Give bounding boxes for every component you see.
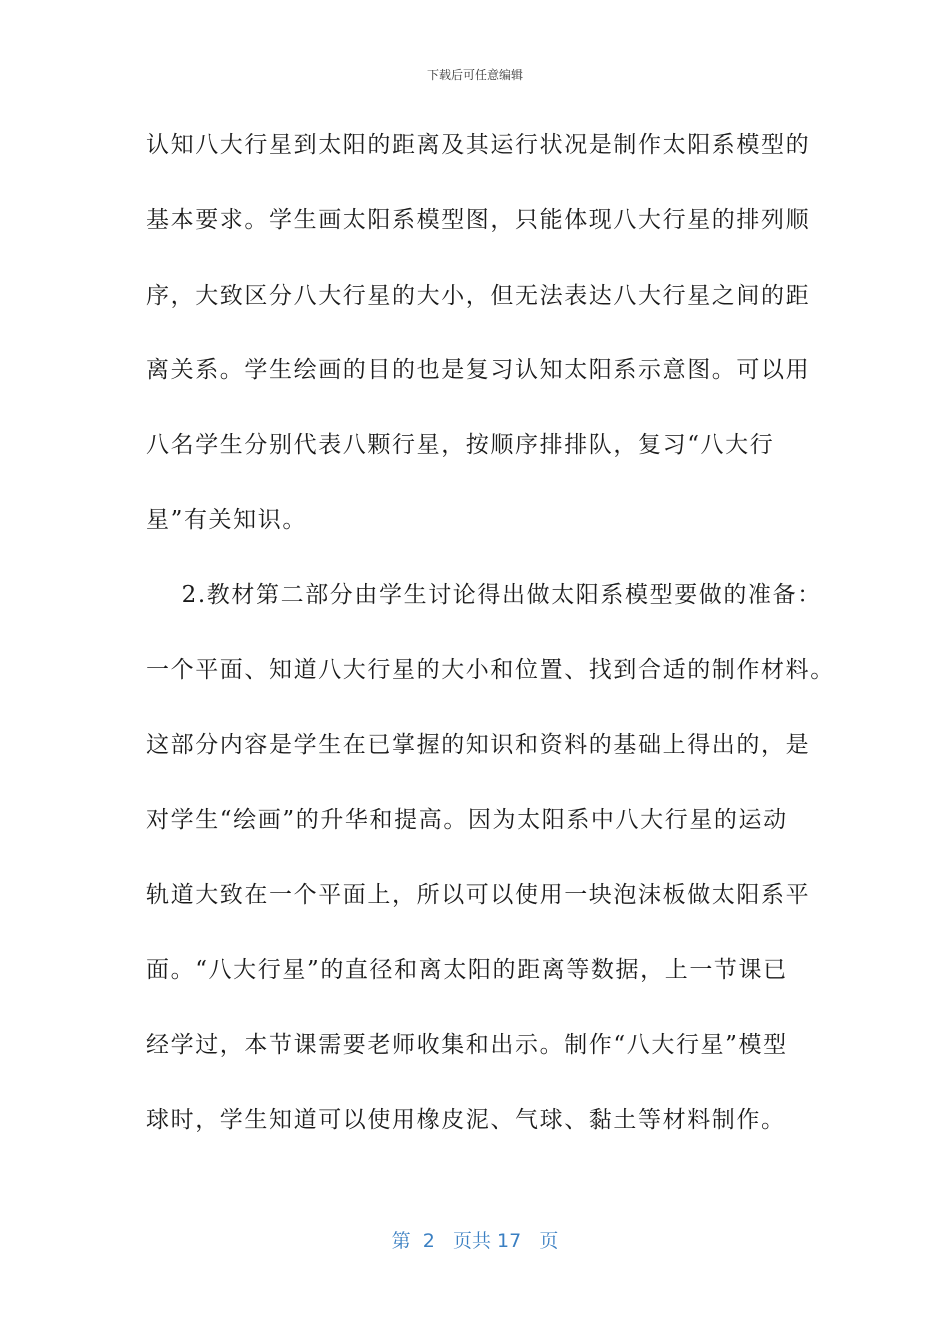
page-label-suffix: 页 [539, 1230, 559, 1252]
text-line: 基本要求。学生画太阳系模型图，只能体现八大行星的排列顺 [146, 207, 811, 233]
page-number: 2 [422, 1230, 435, 1252]
page-footer [0, 1226, 950, 1253]
page-header: 下载后可任意编辑 [426, 68, 523, 82]
page-label-middle: 页共 [452, 1230, 491, 1252]
text-line: 八名学生分别代表八颗行星，按顺序排排队，复习“八大行 [146, 432, 775, 458]
text-line: 序，大致区分八大行星的大小，但无法表达八大行星之间的距 [146, 283, 811, 309]
text-line: 轨道大致在一个平面上，所以可以使用一块泡沫板做太阳系平 [146, 882, 811, 908]
page-label-prefix: 第 [391, 1230, 411, 1252]
text-line: 离关系。学生绘画的目的也是复习认知太阳系示意图。可以用 [146, 357, 811, 383]
text-line: 2.教材第二部分由学生讨论得出做太阳系模型要做的准备： [146, 582, 822, 608]
text-line: 认知八大行星到太阳的距离及其运行状况是制作太阳系模型的 [146, 132, 811, 158]
text-line: 经学过，本节课需要老师收集和出示。制作“八大行星”模型 [146, 1032, 788, 1058]
text-line: 球时，学生知道可以使用橡皮泥、气球、黏土等材料制作。 [146, 1107, 786, 1133]
text-line: 一个平面、知道八大行星的大小和位置、找到合适的制作材料。 [146, 657, 835, 683]
text-line: 星”有关知识。 [146, 507, 307, 533]
text-line: 这部分内容是学生在已掌握的知识和资料的基础上得出的，是 [146, 732, 811, 758]
text-line: 对学生“绘画”的升华和提高。因为太阳系中八大行星的运动 [146, 807, 788, 833]
text-line: 面。“八大行星”的直径和离太阳的距离等数据，上一节课已 [146, 957, 788, 983]
total-pages: 17 [497, 1230, 522, 1252]
